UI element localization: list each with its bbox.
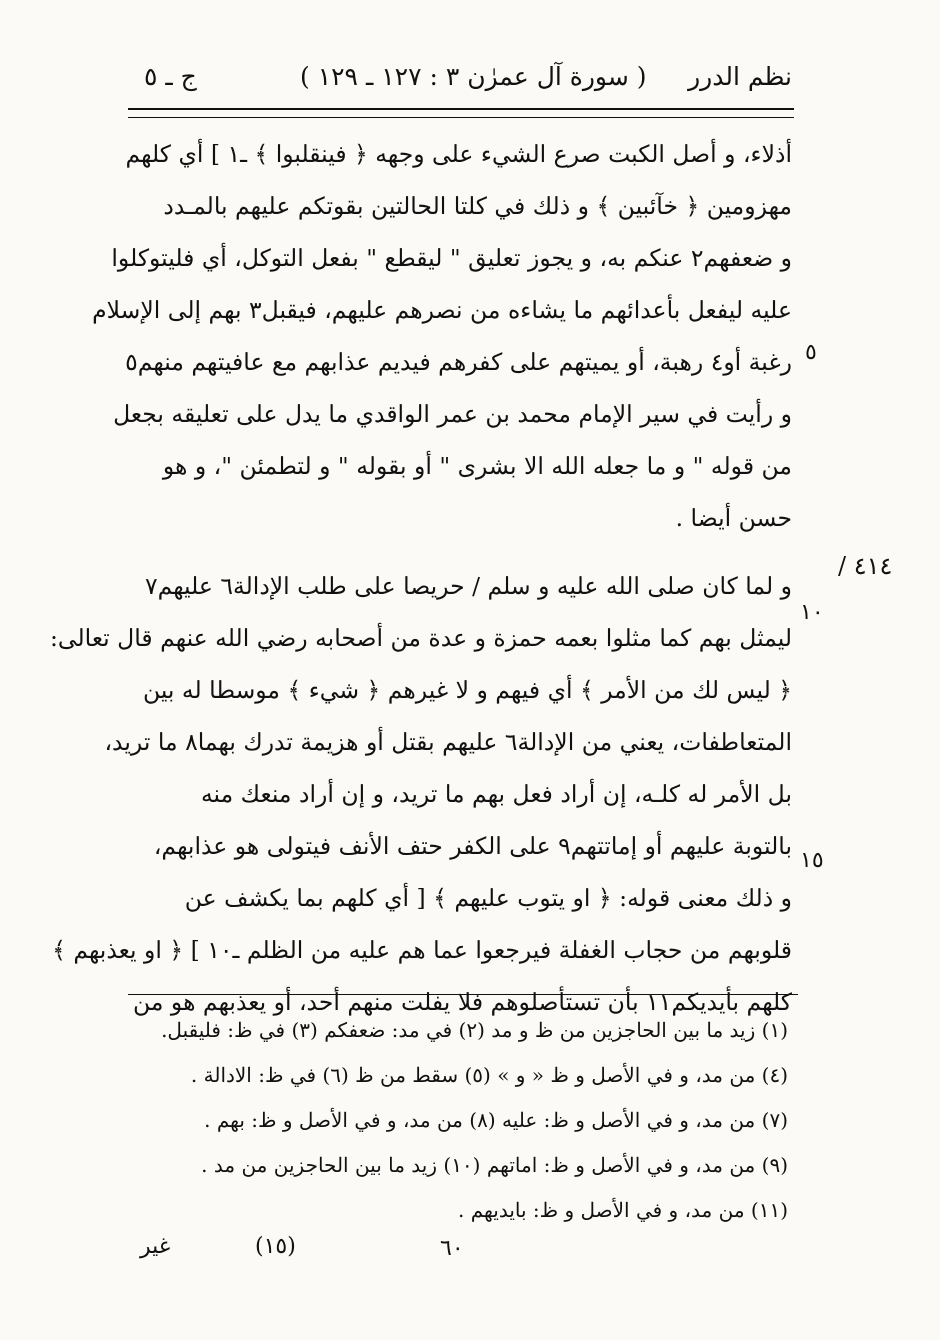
- book-title: نظم الدرر: [688, 62, 792, 91]
- main-text: [50, 128, 792, 1028]
- text-line: ليمثل بهم كما مثلوا بعمه حمزة و عدة من أصحابه رضي الله عنهم قال تعالى:: [50, 624, 792, 652]
- text-line: عليه ليفعل بأعدائهم ما يشاءه من نصرهم عليهم، فيقبل٣ بهم إلى الإسلام: [92, 296, 792, 324]
- footnotes: [128, 1008, 788, 1233]
- signature-mark: (١٥): [255, 1234, 296, 1259]
- footnote: (٤) من مد، و في الأصل و ظ « و » (٥) سقط من ظ (٦) في ظ: الادالة .: [190, 1063, 788, 1087]
- text-line: ﴿ ليس لك من الأمر ﴾ أي فيهم و لا غيرهم ﴿ شيء ﴾ موسطا له بين: [142, 676, 792, 704]
- manuscript-page-marker: ٤١٤ /: [838, 552, 893, 580]
- text-line: بالتوبة عليهم أو إماتتهم٩ على الكفر حتف الأنف فيتولى هو عذابهم،: [153, 832, 792, 860]
- text-line: بل الأمر له كلـه، إن أراد فعل بهم ما تريد، و إن أراد منعك منه: [200, 780, 792, 808]
- footnote: (١) زيد ما بين الحاجزين من ظ و مد (٢) في مد: ضعفكم (٣) في ظ: فليقبل.: [161, 1018, 788, 1042]
- text-line: أذلاء، و أصل الكبت صرع الشيء على وجهه ﴿ فينقلبوا ﴾ ـ١ ] أي كلهم: [125, 140, 792, 168]
- text-line: قلوبهم من حجاب الغفلة فيرجعوا عما هم عليه من الظلم ـ١٠ ] ﴿ او يعذبهم ﴾: [52, 936, 792, 964]
- line-number: ١٠: [800, 600, 824, 625]
- header-rule-thin: [128, 117, 794, 118]
- text-line: و رأيت في سير الإمام محمد بن عمر الواقدي ما يدل على تعليقه بجعل: [113, 400, 792, 428]
- text-line: مهزومين ﴿ خآئبين ﴾ و ذلك في كلتا الحالتين بقوتكم عليهم بالمـدد: [163, 192, 792, 220]
- footnote-rule: [128, 994, 798, 995]
- text-line: المتعاطفات، يعني من الإدالة٦ عليهم بقتل أو هزيمة تدرك بهما٨ ما تريد،: [104, 728, 792, 756]
- text-line: رغبة أو٤ رهبة، أو يميتهم على كفرهم فيديم عذابهم مع عافيتهم منهم٥: [125, 348, 792, 376]
- volume-number: ج ـ ٥: [144, 62, 197, 91]
- header-rule: [128, 108, 794, 110]
- text-line: و ضعفهم٢ عنكم به، و يجوز تعليق " ليقطع " بفعل التوكل، أي فليتوكلوا: [111, 244, 792, 272]
- text-line: و لما كان صلى الله عليه و سلم / حريصا على طلب الإدالة٦ عليهم٧: [144, 572, 792, 600]
- text-line: من قوله " و ما جعله الله الا بشرى " أو بقوله " و لتطمئن "، و هو: [162, 452, 792, 480]
- text-line: حسن أيضا .: [675, 504, 792, 532]
- text-line: كلهم بأيديكم١١ بأن تستأصلوهم فلا يفلت منهم أحد، أو يعذبهم هو من: [132, 988, 792, 1016]
- text-line: و ذلك معنى قوله: ﴿ او يتوب عليهم ﴾ [ أي كلهم بما يكشف عن: [184, 884, 792, 912]
- line-number: ١٥: [800, 848, 824, 873]
- footnote: (١١) من مد، و في الأصل و ظ: بايديهم .: [458, 1198, 788, 1222]
- footnote: (٧) من مد، و في الأصل و ظ: عليه (٨) من مد، و في الأصل و ظ: بهم .: [204, 1108, 788, 1132]
- surah-range: ( سورة آل عمرٰن ٣ : ١٢٧ ـ ١٢٩ ): [300, 62, 647, 91]
- page-number: ٦٠: [440, 1236, 464, 1261]
- catchword: غير: [140, 1234, 171, 1259]
- footnote: (٩) من مد، و في الأصل و ظ: اماتهم (١٠) زيد ما بين الحاجزين من مد .: [201, 1153, 788, 1177]
- running-header: [130, 58, 792, 98]
- line-number: ٥: [805, 340, 817, 365]
